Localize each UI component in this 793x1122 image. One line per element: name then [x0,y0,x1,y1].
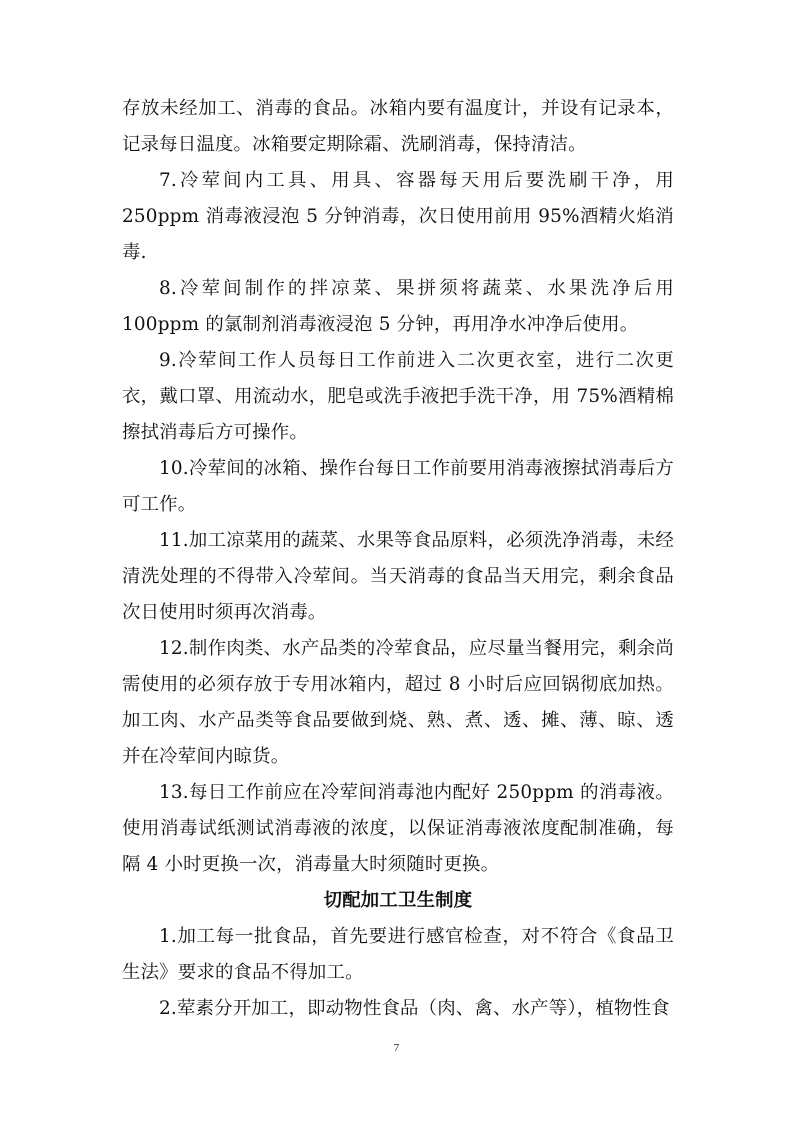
paragraph-continuation: 存放未经加工、消毒的食品。冰箱内要有温度计，并设有记录本，记录每日温度。冰箱要定期除霜、洗刷消毒，保持清洁。 [122,98,674,155]
paragraph-item-12: 12.制作肉类、水产品类的冷荤食品，应尽量当餐用完，剩余尚需使用的必须存放于专用冰箱内，超过 8 小时后应回锅彻底加热。加工肉、水产品类等食品要做到烧、熟、煮、透、摊、薄、晾、透并在冷荤间内晾货。 [122,638,674,767]
section-paragraph-2: 2.荤素分开加工，即动物性食品（肉、禽、水产等），植物性食 [159,998,670,1019]
document-body [122,91,674,1027]
section-heading: 切配加工卫生制度 [323,890,473,911]
paragraph-item-13: 13.每日工作前应在冷荤间消毒池内配好 250ppm 的消毒液。使用消毒试纸测试消毒液的浓度，以保证消毒液浓度配制准确，每隔 4 小时更换一次，消毒量大时须随时更换。 [122,782,674,875]
page-number: 7 [393,1042,400,1054]
paragraph-item-10: 10.冷荤间的冰箱、操作台每日工作前要用消毒液擦拭消毒后方可工作。 [122,458,674,515]
paragraph-item-7: 7.冷荤间内工具、用具、容器每天用后要洗刷干净，用 250ppm 消毒液浸泡 5 分钟消毒，次日使用前用 95%酒精火焰消毒. [122,170,674,263]
paragraph-item-11: 11.加工凉菜用的蔬菜、水果等食品原料，必须洗净消毒，未经清洗处理的不得带入冷荤间。当天消毒的食品当天用完，剩余食品次日使用时须再次消毒。 [122,530,674,623]
paragraph-item-8: 8.冷荤间制作的拌凉菜、果拼须将蔬菜、水果洗净后用 100ppm 的氯制剂消毒液浸泡 5 分钟，再用净水冲净后使用。 [122,278,674,335]
section-paragraph-1: 1.加工每一批食品，首先要进行感官检查，对不符合《食品卫生法》要求的食品不得加工。 [122,926,674,983]
paragraph-item-9: 9.冷荤间工作人员每日工作前进入二次更衣室，进行二次更衣，戴口罩、用流动水，肥皂或洗手液把手洗干净，用 75%酒精棉擦拭消毒后方可操作。 [122,350,674,443]
